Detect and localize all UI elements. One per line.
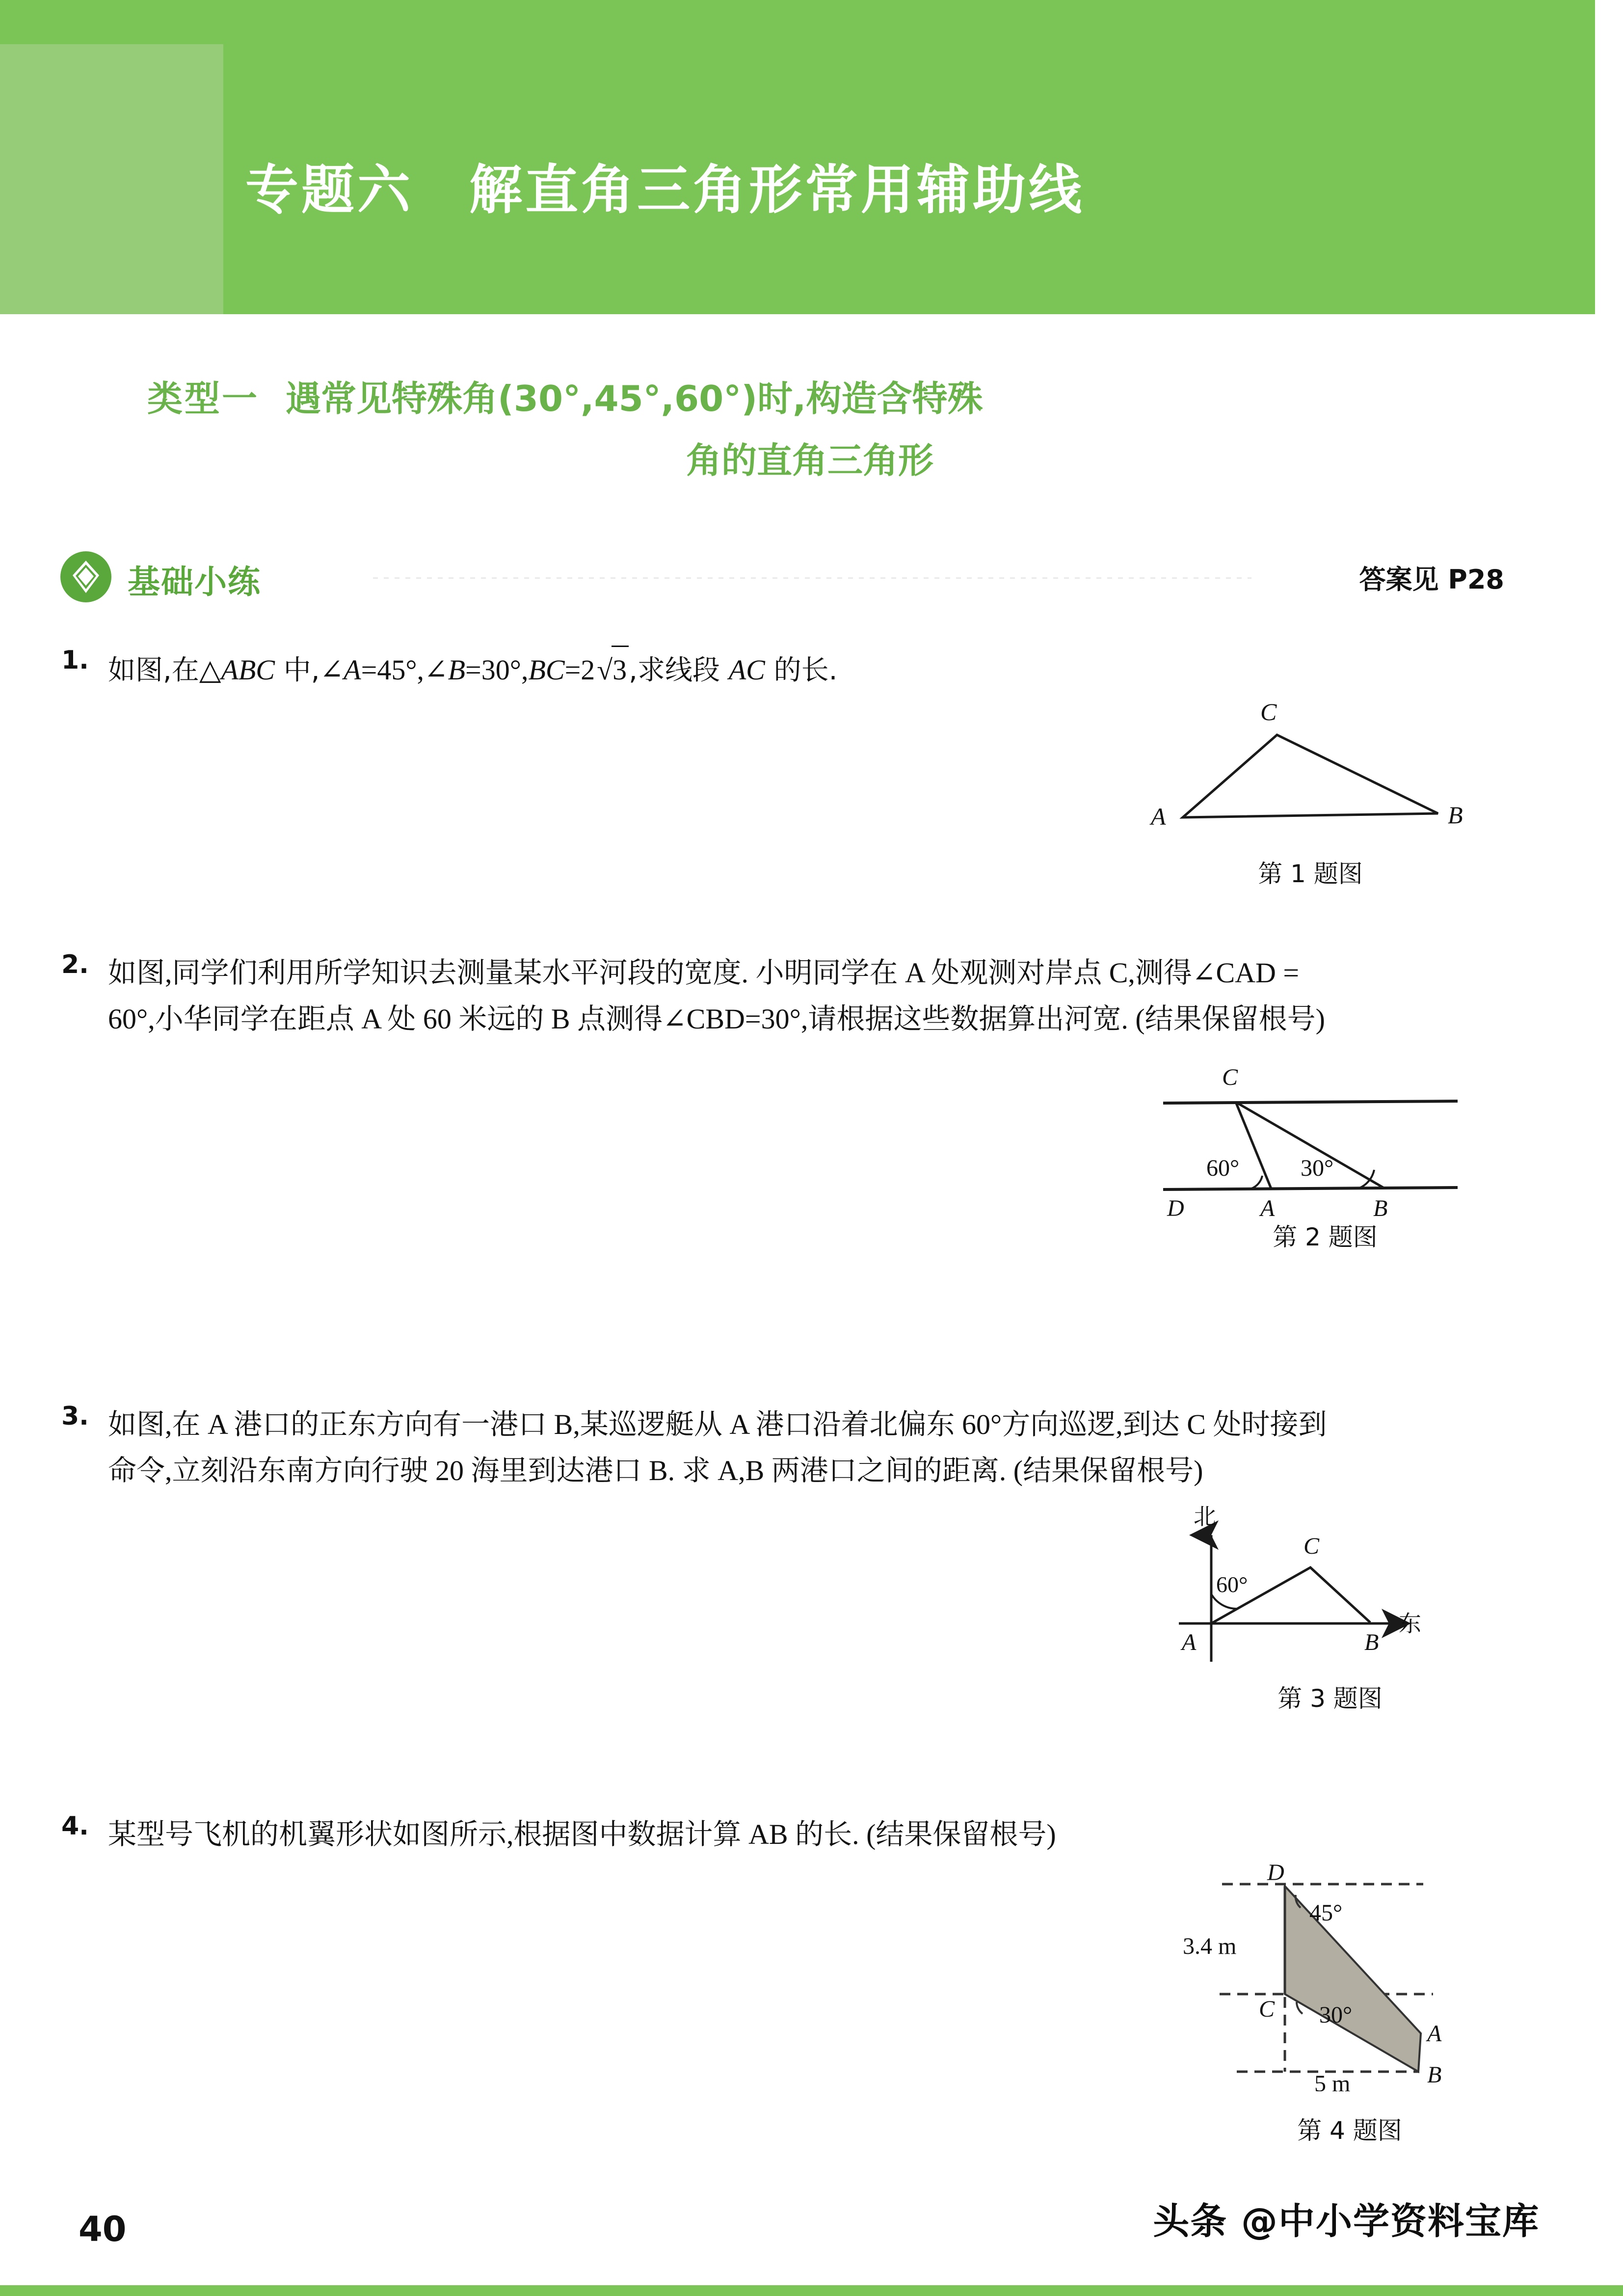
question-4-number: 4. [61, 1811, 89, 1841]
svg-text:D: D [1167, 1195, 1184, 1220]
figure-question-4 [1178, 1861, 1521, 2091]
svg-text:C: C [1222, 1064, 1238, 1090]
question-1-number: 1. [61, 646, 89, 675]
section-type-label: 类型一 [147, 378, 260, 419]
svg-text:A: A [1260, 1195, 1275, 1220]
practice-badge-row [59, 550, 1556, 604]
question-3 [61, 1402, 1563, 1494]
svg-text:60°: 60° [1216, 1572, 1248, 1597]
figure-3-caption: 第 3 题图 [1277, 1684, 1383, 1713]
practice-badge-label: 基础小练 [128, 563, 261, 601]
question-4-line-1: 某型号飞机的机翼形状如图所示,根据图中数据计算 AB 的长. (结果保留根号) [108, 1818, 1056, 1850]
svg-text:C: C [1304, 1533, 1320, 1559]
question-4 [61, 1811, 1563, 1858]
section-type-text-line2: 角的直角三角形 [686, 440, 933, 481]
figure-question-2 [1153, 1058, 1497, 1220]
svg-text:A: A [1151, 803, 1166, 830]
svg-text:东: 东 [1399, 1610, 1421, 1637]
svg-text:C: C [1260, 700, 1277, 726]
question-3-line-1: 如图,在 A 港口的正东方向有一港口 B,某巡逻艇从 A 港口沿着北偏东 60°方向巡逻,到达 C 处时接到 [108, 1408, 1327, 1440]
question-2-number: 2. [61, 950, 89, 979]
figure-2-caption: 第 2 题图 [1273, 1223, 1378, 1251]
svg-text:北: 北 [1194, 1503, 1216, 1530]
svg-text:B: B [1448, 801, 1463, 829]
svg-text:A: A [1182, 1629, 1197, 1655]
section-type-heading [147, 373, 1472, 424]
section-type-text-line1: 遇常见特殊角(30°,45°,60°)时,构造含特殊 [286, 378, 983, 419]
svg-text:3.4 m: 3.4 m [1183, 1933, 1237, 1959]
question-3-text [108, 1402, 1563, 1494]
figure-1-caption: 第 1 题图 [1258, 860, 1363, 888]
figure-question-3 [1158, 1500, 1502, 1681]
question-3-number: 3. [61, 1402, 89, 1431]
svg-text:45°: 45° [1309, 1900, 1343, 1926]
svg-text:D: D [1267, 1861, 1284, 1886]
question-1 [61, 646, 1563, 693]
svg-text:30°: 30° [1319, 2002, 1353, 2028]
watermark-text: 头条 @中小学资料宝库 [1153, 2200, 1540, 2242]
svg-text:B: B [1427, 2062, 1442, 2088]
svg-text:B: B [1364, 1629, 1379, 1655]
question-3-line-2: 命令,立刻沿东南方向行驶 20 海里到达港口 B. 求 A,B 两港口之间的距离. (结果保留根号) [108, 1454, 1203, 1486]
svg-text:60°: 60° [1206, 1155, 1240, 1181]
svg-text:A: A [1427, 2021, 1442, 2047]
question-2-text [108, 950, 1563, 1042]
figure-4-caption: 第 4 题图 [1297, 2116, 1402, 2145]
question-2-line-1: 如图,同学们利用所学知识去测量某水平河段的宽度. 小明同学在 A 处观测对岸点 C,测得∠CAD = [108, 957, 1300, 989]
question-2-line-2: 60°,小华同学在距点 A 处 60 米远的 B 点测得∠CBD=30°,请根据这些数据算出河宽. (结果保留根号) [108, 1002, 1325, 1035]
svg-text:C: C [1259, 1996, 1275, 2022]
hexagon-badge-icon [59, 550, 113, 604]
badge-divider [373, 577, 1251, 579]
svg-text:5 m: 5 m [1314, 2071, 1351, 2091]
footer-strip [0, 2285, 1623, 2296]
page-header-banner [0, 0, 1595, 314]
page-title: 专题六 解直角三角形常用辅助线 [245, 160, 1085, 221]
svg-text:B: B [1373, 1195, 1388, 1220]
question-1-text: 如图,在△ABC 中,∠A=45°,∠B=30°,BC=2√3,求线段 AC 的长. [108, 646, 1563, 693]
svg-text:30°: 30° [1301, 1155, 1334, 1181]
figure-question-1 [1144, 700, 1477, 842]
page-number: 40 [79, 2209, 127, 2249]
answer-reference: 答案见 P28 [1359, 564, 1504, 595]
question-4-text [108, 1811, 1563, 1858]
banner-accent-band [0, 44, 223, 314]
question-2 [61, 950, 1563, 1042]
